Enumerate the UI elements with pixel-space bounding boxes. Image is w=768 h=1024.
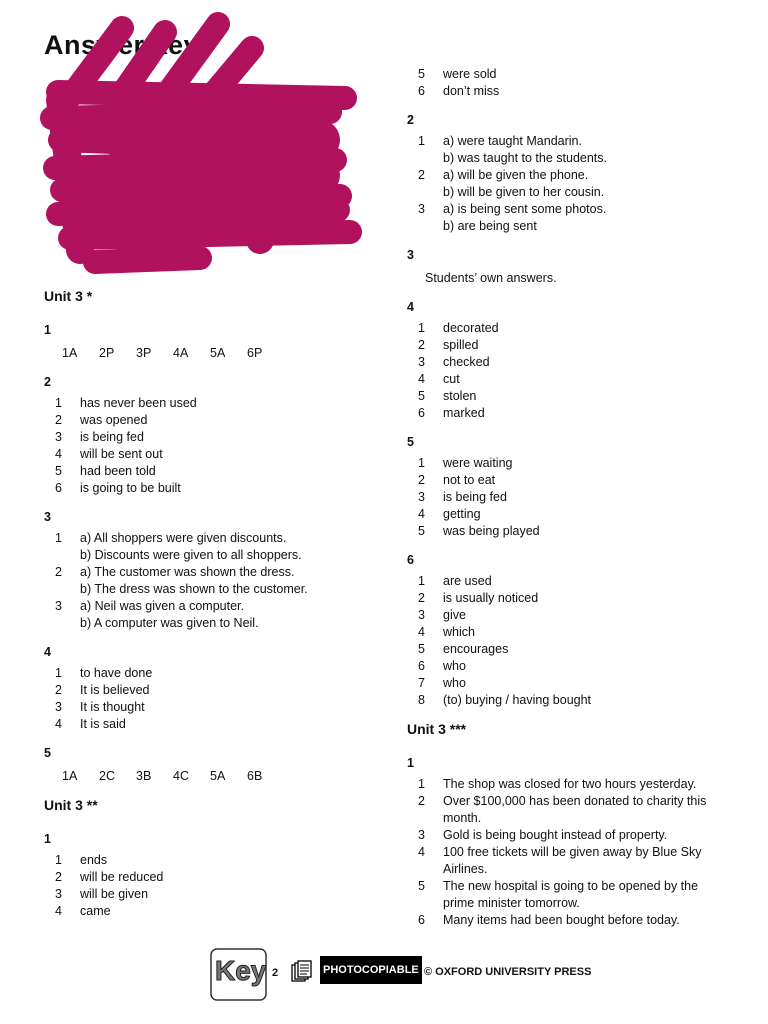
answer-row bbox=[44, 395, 364, 412]
answer-row bbox=[407, 133, 727, 150]
item-number: 2 bbox=[55, 870, 62, 884]
inline-answer: 4C bbox=[173, 769, 189, 783]
copyright-text: © OXFORD UNIVERSITY PRESS bbox=[424, 966, 592, 978]
answer-row bbox=[407, 506, 727, 523]
item-number: 1 bbox=[418, 321, 425, 335]
inline-answers bbox=[44, 343, 364, 362]
item-text: who bbox=[443, 676, 466, 690]
answer-row bbox=[407, 320, 727, 337]
answer-row bbox=[407, 912, 727, 929]
item-text: is going to be built bbox=[80, 481, 181, 495]
item-number: 3 bbox=[55, 887, 62, 901]
exercise-number: 1 bbox=[44, 832, 51, 846]
answer-row bbox=[407, 658, 727, 675]
exercise-number: 3 bbox=[44, 510, 51, 524]
item-number: 6 bbox=[55, 481, 62, 495]
item-number: 2 bbox=[418, 473, 425, 487]
item-text: b) Discounts were given to all shoppers. bbox=[80, 548, 302, 562]
left-column bbox=[44, 288, 364, 932]
answer-row bbox=[407, 641, 727, 658]
answer-row bbox=[407, 776, 727, 793]
item-text: getting bbox=[443, 507, 481, 521]
exercise-number: 4 bbox=[44, 645, 51, 659]
answer-row bbox=[44, 615, 364, 632]
item-text: It is believed bbox=[80, 683, 150, 697]
item-number: 6 bbox=[418, 913, 425, 927]
item-text: were waiting bbox=[443, 456, 513, 470]
answer-row bbox=[44, 852, 364, 869]
answer-row bbox=[407, 337, 727, 354]
item-number: 5 bbox=[418, 879, 425, 893]
exercise-block bbox=[407, 755, 727, 929]
item-number: 2 bbox=[418, 338, 425, 352]
item-number: 3 bbox=[418, 608, 425, 622]
item-text: a) were taught Mandarin. bbox=[443, 134, 582, 148]
item-text: not to eat bbox=[443, 473, 496, 487]
item-text: had been told bbox=[80, 464, 156, 478]
item-number: 6 bbox=[418, 406, 425, 420]
item-text: It is thought bbox=[80, 700, 145, 714]
item-text: was opened bbox=[80, 413, 148, 427]
item-text: prime minister tomorrow. bbox=[443, 896, 580, 910]
item-text: stolen bbox=[443, 389, 477, 403]
exercise-block bbox=[407, 66, 727, 100]
answer-row bbox=[407, 590, 727, 607]
inline-answer: 2C bbox=[99, 769, 115, 783]
item-number: 7 bbox=[418, 676, 425, 690]
item-number: 3 bbox=[55, 599, 62, 613]
exercise-block bbox=[44, 644, 364, 733]
item-number: 6 bbox=[418, 659, 425, 673]
unit-heading: Unit 3 *** bbox=[407, 721, 467, 737]
exercise-block bbox=[407, 299, 727, 422]
item-text: 100 free tickets will be given away by Blue Sky bbox=[443, 845, 702, 859]
item-number: 2 bbox=[55, 683, 62, 697]
item-number: 6 bbox=[418, 84, 425, 98]
item-text: b) A computer was given to Neil. bbox=[80, 616, 259, 630]
inline-answer: 1A bbox=[62, 346, 78, 360]
item-text: b) was taught to the students. bbox=[443, 151, 607, 165]
inline-answer: 3B bbox=[136, 769, 152, 783]
item-text: decorated bbox=[443, 321, 499, 335]
item-number: 4 bbox=[418, 372, 425, 386]
item-number: 5 bbox=[418, 524, 425, 538]
unit-heading: Unit 3 * bbox=[44, 288, 93, 304]
answer-row bbox=[407, 624, 727, 641]
inline-answer: 3P bbox=[136, 346, 152, 360]
answer-row bbox=[407, 895, 727, 912]
right-column bbox=[407, 66, 727, 941]
item-text: came bbox=[80, 904, 111, 918]
item-text: don’t miss bbox=[443, 84, 500, 98]
answer-row bbox=[407, 489, 727, 506]
item-text: to have done bbox=[80, 666, 153, 680]
item-number: 3 bbox=[418, 355, 425, 369]
item-text: marked bbox=[443, 406, 485, 420]
item-number: 5 bbox=[418, 642, 425, 656]
item-number: 8 bbox=[418, 693, 425, 707]
exercise-number: 2 bbox=[44, 375, 51, 389]
item-number: 1 bbox=[55, 396, 62, 410]
item-number: 4 bbox=[55, 904, 62, 918]
inline-answer: 4A bbox=[173, 346, 189, 360]
answer-row bbox=[407, 388, 727, 405]
item-text: It is said bbox=[80, 717, 126, 731]
answer-row bbox=[44, 530, 364, 547]
exercise-number: 6 bbox=[407, 553, 414, 567]
answer-row bbox=[407, 354, 727, 371]
exercise-block bbox=[407, 434, 727, 540]
item-text: ends bbox=[80, 853, 108, 867]
exercise-block bbox=[407, 552, 727, 709]
item-text: are used bbox=[443, 574, 492, 588]
answer-row bbox=[44, 480, 364, 497]
answer-row bbox=[407, 573, 727, 590]
key-logo-icon bbox=[210, 948, 268, 1002]
item-number: 1 bbox=[55, 531, 62, 545]
answer-row bbox=[407, 405, 727, 422]
photocopy-icon bbox=[290, 959, 314, 983]
inline-answer: 5A bbox=[210, 346, 226, 360]
photocopiable-badge: PHOTOCOPIABLE bbox=[320, 956, 422, 984]
item-number: 3 bbox=[418, 202, 425, 216]
item-text: a) is being sent some photos. bbox=[443, 202, 607, 216]
item-number: 5 bbox=[55, 464, 62, 478]
item-number: 2 bbox=[418, 168, 425, 182]
answer-row bbox=[407, 793, 727, 810]
item-text: is usually noticed bbox=[443, 591, 539, 605]
exercise-block bbox=[44, 745, 364, 785]
answer-row bbox=[407, 675, 727, 692]
item-number: 1 bbox=[55, 853, 62, 867]
inline-answer: 2P bbox=[99, 346, 115, 360]
exercise-number: 2 bbox=[407, 113, 414, 127]
answer-row bbox=[407, 455, 727, 472]
item-number: 1 bbox=[55, 666, 62, 680]
item-text: Gold is being bought instead of property. bbox=[443, 828, 668, 842]
exercise-number: 1 bbox=[44, 323, 51, 337]
answer-row bbox=[407, 844, 727, 861]
item-number: 1 bbox=[418, 134, 425, 148]
answer-row bbox=[407, 861, 727, 878]
item-text: (to) buying / having bought bbox=[443, 693, 592, 707]
item-number: 5 bbox=[418, 389, 425, 403]
item-number: 3 bbox=[55, 430, 62, 444]
redaction-scribble bbox=[0, 0, 400, 290]
item-text: Airlines. bbox=[443, 862, 488, 876]
item-number: 4 bbox=[55, 717, 62, 731]
inline-answer: 6P bbox=[247, 346, 263, 360]
item-number: 5 bbox=[418, 67, 425, 81]
answer-row bbox=[44, 598, 364, 615]
svg-text:Key: Key bbox=[215, 955, 267, 986]
item-number: 1 bbox=[418, 574, 425, 588]
page-number: 2 bbox=[272, 967, 279, 979]
item-text: a) All shoppers were given discounts. bbox=[80, 531, 287, 545]
answer-text: Students’ own answers. bbox=[425, 271, 557, 285]
item-text: checked bbox=[443, 355, 490, 369]
item-number: 4 bbox=[418, 845, 425, 859]
answer-row bbox=[44, 699, 364, 716]
answer-row bbox=[44, 903, 364, 920]
answer-row bbox=[44, 682, 364, 699]
item-number: 4 bbox=[418, 507, 425, 521]
unit-heading: Unit 3 ** bbox=[44, 797, 98, 813]
item-number: 2 bbox=[418, 794, 425, 808]
exercise-number: 1 bbox=[407, 756, 414, 770]
answer-row bbox=[407, 523, 727, 540]
answer-row bbox=[407, 201, 727, 218]
item-text: The shop was closed for two hours yesterday. bbox=[443, 777, 697, 791]
answer-row bbox=[407, 472, 727, 489]
item-number: 2 bbox=[55, 565, 62, 579]
answer-row bbox=[407, 83, 727, 100]
inline-answers bbox=[44, 766, 364, 785]
item-number: 1 bbox=[418, 456, 425, 470]
answer-row bbox=[407, 607, 727, 624]
answer-row bbox=[407, 827, 727, 844]
item-text: were sold bbox=[443, 67, 497, 81]
answer-row bbox=[44, 446, 364, 463]
item-text: will be reduced bbox=[80, 870, 164, 884]
item-text: encourages bbox=[443, 642, 509, 656]
exercise-block bbox=[44, 374, 364, 497]
exercise-block bbox=[407, 112, 727, 235]
answer-row bbox=[407, 692, 727, 709]
item-number: 2 bbox=[418, 591, 425, 605]
exercise-number: 4 bbox=[407, 300, 414, 314]
item-text: month. bbox=[443, 811, 482, 825]
item-text: will be sent out bbox=[80, 447, 163, 461]
item-number: 1 bbox=[418, 777, 425, 791]
item-number: 4 bbox=[418, 625, 425, 639]
answer-row bbox=[44, 581, 364, 598]
answer-row bbox=[44, 547, 364, 564]
answer-row bbox=[44, 886, 364, 903]
page-title: Answer key bbox=[44, 30, 200, 60]
item-number: 2 bbox=[55, 413, 62, 427]
answer-row bbox=[44, 869, 364, 886]
footer bbox=[210, 948, 630, 1002]
item-text: who bbox=[443, 659, 466, 673]
answer-row bbox=[44, 429, 364, 446]
item-text: a) The customer was shown the dress. bbox=[80, 565, 295, 579]
answer-row bbox=[407, 167, 727, 184]
item-text: which bbox=[443, 625, 475, 639]
item-text: Many items had been bought before today. bbox=[443, 913, 680, 927]
item-text: The new hospital is going to be opened by the bbox=[443, 879, 699, 893]
answer-row bbox=[407, 810, 727, 827]
item-text: b) The dress was shown to the customer. bbox=[80, 582, 308, 596]
answer-row bbox=[407, 371, 727, 388]
item-text: a) will be given the phone. bbox=[443, 168, 589, 182]
item-text: a) Neil was given a computer. bbox=[80, 599, 244, 613]
item-text: spilled bbox=[443, 338, 479, 352]
item-text: Over $100,000 has been donated to charity this bbox=[443, 794, 707, 808]
answer-row bbox=[407, 184, 727, 201]
item-text: b) are being sent bbox=[443, 219, 537, 233]
answer-row bbox=[44, 463, 364, 480]
item-text: give bbox=[443, 608, 466, 622]
item-number: 3 bbox=[418, 490, 425, 504]
item-text: b) will be given to her cousin. bbox=[443, 185, 605, 199]
item-text: cut bbox=[443, 372, 460, 386]
answer-row bbox=[407, 66, 727, 83]
answer-row bbox=[407, 218, 727, 235]
answer-row bbox=[44, 716, 364, 733]
answer-row bbox=[44, 665, 364, 682]
exercise-block bbox=[44, 831, 364, 920]
exercise-block bbox=[44, 509, 364, 632]
inline-answer: 6B bbox=[247, 769, 263, 783]
item-text: was being played bbox=[443, 524, 540, 538]
item-number: 3 bbox=[55, 700, 62, 714]
item-number: 4 bbox=[55, 447, 62, 461]
item-text: has never been used bbox=[80, 396, 197, 410]
inline-answer: 1A bbox=[62, 769, 78, 783]
answer-row bbox=[44, 564, 364, 581]
answer-row bbox=[44, 412, 364, 429]
answer-row bbox=[407, 150, 727, 167]
inline-answer: 5A bbox=[210, 769, 226, 783]
item-number: 3 bbox=[418, 828, 425, 842]
exercise-number: 5 bbox=[407, 435, 414, 449]
exercise-block bbox=[44, 322, 364, 362]
exercise-number: 5 bbox=[44, 746, 51, 760]
item-text: is being fed bbox=[80, 430, 144, 444]
exercise-number: 3 bbox=[407, 248, 414, 262]
item-text: will be given bbox=[80, 887, 149, 901]
item-text: is being fed bbox=[443, 490, 507, 504]
answer-row bbox=[407, 878, 727, 895]
exercise-block bbox=[407, 247, 727, 287]
